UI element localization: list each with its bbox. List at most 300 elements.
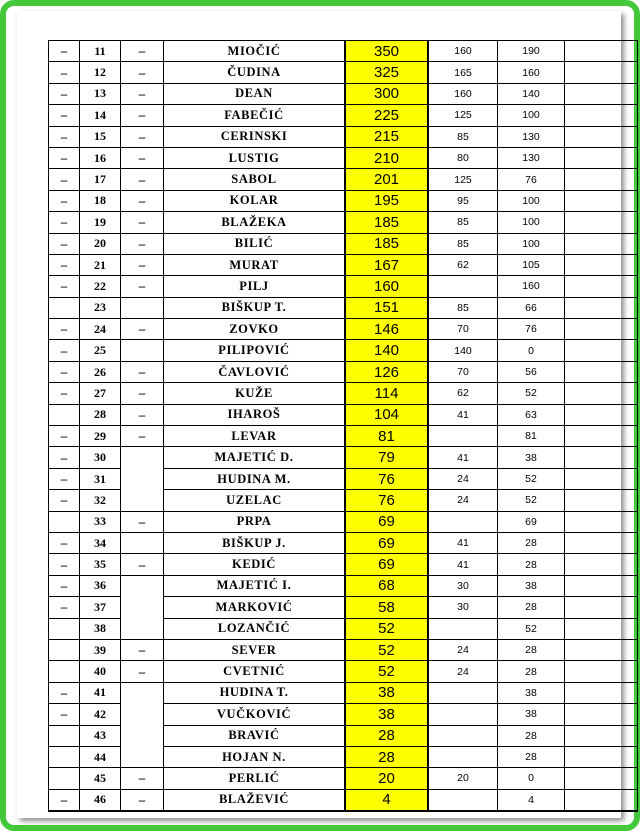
total-points-cell: 215 <box>345 126 428 147</box>
rank-marker-cell <box>49 618 80 639</box>
points-a-cell: 62 <box>428 254 498 275</box>
points-b-cell: 38 <box>498 682 565 703</box>
rank-marker-cell: – <box>49 361 80 382</box>
rank-number-cell: 34 <box>80 532 121 553</box>
points-b-cell: 28 <box>498 639 565 660</box>
points-a-cell: 70 <box>428 319 498 340</box>
table-row <box>49 661 638 682</box>
points-b-cell: 38 <box>498 704 565 725</box>
points-a-cell: 80 <box>428 147 498 168</box>
rank-marker-cell: – <box>49 532 80 553</box>
total-points-cell: 195 <box>345 190 428 211</box>
points-a-cell: 30 <box>428 597 498 618</box>
table-row <box>49 511 638 532</box>
change-marker-cell: – <box>121 404 164 425</box>
points-b-cell: 28 <box>498 661 565 682</box>
rank-number-cell: 37 <box>80 597 121 618</box>
player-name-cell: LUSTIG <box>164 147 346 168</box>
empty-cell <box>565 340 638 361</box>
rank-number-cell: 42 <box>80 704 121 725</box>
empty-cell <box>565 447 638 468</box>
rank-number-cell: 23 <box>80 297 121 318</box>
empty-cell <box>565 511 638 532</box>
rank-marker-cell: – <box>49 789 80 811</box>
player-name-cell: ČAVLOVIĆ <box>164 361 346 382</box>
table-row <box>49 490 638 511</box>
rank-marker-cell: – <box>49 682 80 703</box>
rank-number-cell: 43 <box>80 725 121 746</box>
empty-cell <box>565 383 638 404</box>
table-row <box>49 447 638 468</box>
total-points-cell: 81 <box>345 426 428 447</box>
points-a-cell: 85 <box>428 212 498 233</box>
empty-cell <box>565 404 638 425</box>
points-b-cell: 69 <box>498 511 565 532</box>
total-points-cell: 167 <box>345 254 428 275</box>
points-b-cell: 28 <box>498 597 565 618</box>
change-marker-cell <box>121 340 164 361</box>
change-marker-cell: – <box>121 62 164 83</box>
points-b-cell: 130 <box>498 126 565 147</box>
rank-marker-cell: – <box>49 212 80 233</box>
rank-marker-cell: – <box>49 383 80 404</box>
rank-marker-cell: – <box>49 233 80 254</box>
points-b-cell: 63 <box>498 404 565 425</box>
rank-marker-cell: – <box>49 597 80 618</box>
rank-marker-cell: – <box>49 105 80 126</box>
rank-number-cell: 20 <box>80 233 121 254</box>
rank-number-cell: 35 <box>80 554 121 575</box>
player-name-cell: BRAVIĆ <box>164 725 346 746</box>
rank-marker-cell <box>49 661 80 682</box>
rank-number-cell: 30 <box>80 447 121 468</box>
change-marker-cell: – <box>121 147 164 168</box>
change-marker-cell: – <box>121 639 164 660</box>
change-marker-cell: – <box>121 361 164 382</box>
points-b-cell: 130 <box>498 147 565 168</box>
points-a-cell: 125 <box>428 105 498 126</box>
rank-number-cell: 31 <box>80 468 121 489</box>
player-name-cell: CERINSKI <box>164 126 346 147</box>
points-a-cell <box>428 789 498 811</box>
rank-marker-cell: – <box>49 447 80 468</box>
empty-cell <box>565 639 638 660</box>
points-b-cell: 52 <box>498 468 565 489</box>
total-points-cell: 210 <box>345 147 428 168</box>
total-points-cell: 52 <box>345 618 428 639</box>
rank-number-cell: 25 <box>80 340 121 361</box>
table-row <box>49 704 638 725</box>
rank-number-cell: 14 <box>80 105 121 126</box>
table-row <box>49 169 638 190</box>
table-row <box>49 426 638 447</box>
empty-cell <box>565 254 638 275</box>
rank-marker-cell: – <box>49 126 80 147</box>
points-a-cell: 41 <box>428 447 498 468</box>
rank-marker-cell: – <box>49 426 80 447</box>
points-a-cell: 95 <box>428 190 498 211</box>
table-row <box>49 233 638 254</box>
table-row <box>49 554 638 575</box>
change-marker-cell <box>121 704 164 725</box>
points-a-cell: 41 <box>428 532 498 553</box>
points-b-cell: 100 <box>498 212 565 233</box>
points-a-cell: 85 <box>428 297 498 318</box>
change-marker-cell: – <box>121 276 164 297</box>
player-name-cell: UZELAC <box>164 490 346 511</box>
table-row <box>49 212 638 233</box>
rank-number-cell: 40 <box>80 661 121 682</box>
rank-marker-cell: – <box>49 554 80 575</box>
empty-cell <box>565 276 638 297</box>
change-marker-cell: – <box>121 169 164 190</box>
empty-cell <box>565 618 638 639</box>
player-name-cell: LOZANČIĆ <box>164 618 346 639</box>
points-b-cell: 56 <box>498 361 565 382</box>
rank-marker-cell <box>49 725 80 746</box>
player-name-cell: MARKOVIĆ <box>164 597 346 618</box>
points-a-cell: 20 <box>428 768 498 789</box>
total-points-cell: 146 <box>345 319 428 340</box>
player-name-cell: FABEČIĆ <box>164 105 346 126</box>
table-row <box>49 126 638 147</box>
points-b-cell: 140 <box>498 83 565 104</box>
total-points-cell: 38 <box>345 704 428 725</box>
total-points-cell: 151 <box>345 297 428 318</box>
table-row <box>49 62 638 83</box>
score-sheet <box>17 11 621 818</box>
total-points-cell: 185 <box>345 233 428 254</box>
change-marker-cell <box>121 532 164 553</box>
points-a-cell: 160 <box>428 41 498 62</box>
total-points-cell: 76 <box>345 468 428 489</box>
rank-marker-cell: – <box>49 169 80 190</box>
total-points-cell: 350 <box>345 41 428 62</box>
rank-marker-cell <box>49 639 80 660</box>
total-points-cell: 52 <box>345 661 428 682</box>
points-a-cell <box>428 276 498 297</box>
rank-number-cell: 44 <box>80 746 121 767</box>
empty-cell <box>565 532 638 553</box>
table-row <box>49 639 638 660</box>
change-marker-cell <box>121 447 164 468</box>
player-name-cell: DEAN <box>164 83 346 104</box>
total-points-cell: 76 <box>345 490 428 511</box>
points-a-cell: 24 <box>428 639 498 660</box>
total-points-cell: 126 <box>345 361 428 382</box>
total-points-cell: 325 <box>345 62 428 83</box>
empty-cell <box>565 490 638 511</box>
rank-marker-cell: – <box>49 490 80 511</box>
rank-marker-cell <box>49 297 80 318</box>
rank-marker-cell <box>49 404 80 425</box>
points-b-cell: 52 <box>498 490 565 511</box>
rank-number-cell: 41 <box>80 682 121 703</box>
change-marker-cell: – <box>121 511 164 532</box>
points-a-cell: 24 <box>428 490 498 511</box>
change-marker-cell <box>121 746 164 767</box>
points-b-cell: 190 <box>498 41 565 62</box>
rank-number-cell: 45 <box>80 768 121 789</box>
table-row <box>49 532 638 553</box>
table-row <box>49 575 638 596</box>
empty-cell <box>565 597 638 618</box>
change-marker-cell: – <box>121 661 164 682</box>
table-row <box>49 789 638 811</box>
player-name-cell: IHAROŠ <box>164 404 346 425</box>
player-name-cell: ČUDINA <box>164 62 346 83</box>
player-name-cell: MIOČIĆ <box>164 41 346 62</box>
points-b-cell: 4 <box>498 789 565 811</box>
rank-number-cell: 36 <box>80 575 121 596</box>
rank-marker-cell: – <box>49 276 80 297</box>
empty-cell <box>565 190 638 211</box>
player-name-cell: BIŠKUP J. <box>164 532 346 553</box>
points-a-cell <box>428 682 498 703</box>
points-a-cell: 125 <box>428 169 498 190</box>
rank-number-cell: 29 <box>80 426 121 447</box>
total-points-cell: 114 <box>345 383 428 404</box>
player-name-cell: MAJETIĆ D. <box>164 447 346 468</box>
points-a-cell <box>428 511 498 532</box>
empty-cell <box>565 147 638 168</box>
points-b-cell: 100 <box>498 233 565 254</box>
rank-number-cell: 15 <box>80 126 121 147</box>
points-b-cell: 38 <box>498 575 565 596</box>
points-a-cell: 41 <box>428 404 498 425</box>
points-a-cell <box>428 426 498 447</box>
total-points-cell: 69 <box>345 511 428 532</box>
table-row <box>49 276 638 297</box>
rank-marker-cell: – <box>49 340 80 361</box>
total-points-cell: 104 <box>345 404 428 425</box>
rank-number-cell: 24 <box>80 319 121 340</box>
rank-marker-cell <box>49 768 80 789</box>
change-marker-cell <box>121 490 164 511</box>
rank-number-cell: 46 <box>80 789 121 811</box>
table-row <box>49 361 638 382</box>
empty-cell <box>565 169 638 190</box>
player-name-cell: ZOVKO <box>164 319 346 340</box>
empty-cell <box>565 725 638 746</box>
table-row <box>49 404 638 425</box>
total-points-cell: 28 <box>345 725 428 746</box>
points-a-cell: 62 <box>428 383 498 404</box>
points-b-cell: 0 <box>498 768 565 789</box>
change-marker-cell: – <box>121 105 164 126</box>
player-name-cell: BIŠKUP T. <box>164 297 346 318</box>
total-points-cell: 140 <box>345 340 428 361</box>
empty-cell <box>565 426 638 447</box>
rank-marker-cell <box>49 511 80 532</box>
change-marker-cell: – <box>121 319 164 340</box>
empty-cell <box>565 212 638 233</box>
player-name-cell: HUDINA T. <box>164 682 346 703</box>
rank-number-cell: 38 <box>80 618 121 639</box>
empty-cell <box>565 41 638 62</box>
player-name-cell: PILJ <box>164 276 346 297</box>
rank-number-cell: 17 <box>80 169 121 190</box>
total-points-cell: 68 <box>345 575 428 596</box>
rank-number-cell: 19 <box>80 212 121 233</box>
empty-cell <box>565 682 638 703</box>
points-a-cell: 70 <box>428 361 498 382</box>
total-points-cell: 69 <box>345 554 428 575</box>
rank-number-cell: 32 <box>80 490 121 511</box>
change-marker-cell: – <box>121 212 164 233</box>
points-b-cell: 28 <box>498 532 565 553</box>
points-a-cell: 85 <box>428 126 498 147</box>
change-marker-cell <box>121 468 164 489</box>
points-b-cell: 0 <box>498 340 565 361</box>
rank-number-cell: 27 <box>80 383 121 404</box>
table-row <box>49 254 638 275</box>
player-name-cell: HUDINA M. <box>164 468 346 489</box>
rank-number-cell: 11 <box>80 41 121 62</box>
points-b-cell: 66 <box>498 297 565 318</box>
points-a-cell <box>428 746 498 767</box>
empty-cell <box>565 105 638 126</box>
rank-number-cell: 26 <box>80 361 121 382</box>
player-name-cell: HOJAN N. <box>164 746 346 767</box>
table-row <box>49 768 638 789</box>
points-a-cell: 24 <box>428 468 498 489</box>
table-row <box>49 83 638 104</box>
rank-marker-cell: – <box>49 41 80 62</box>
total-points-cell: 300 <box>345 83 428 104</box>
rank-number-cell: 22 <box>80 276 121 297</box>
points-b-cell: 105 <box>498 254 565 275</box>
table-row <box>49 746 638 767</box>
change-marker-cell: – <box>121 383 164 404</box>
change-marker-cell: – <box>121 126 164 147</box>
points-b-cell: 52 <box>498 618 565 639</box>
points-a-cell: 160 <box>428 83 498 104</box>
ranking-table <box>48 40 638 812</box>
points-b-cell: 76 <box>498 169 565 190</box>
rank-marker-cell: – <box>49 254 80 275</box>
player-name-cell: LEVAR <box>164 426 346 447</box>
points-a-cell: 41 <box>428 554 498 575</box>
table-row <box>49 618 638 639</box>
rank-marker-cell: – <box>49 704 80 725</box>
rank-marker-cell: – <box>49 468 80 489</box>
empty-cell <box>565 768 638 789</box>
table-row <box>49 319 638 340</box>
player-name-cell: BLAŽEKA <box>164 212 346 233</box>
ranking-table-body <box>49 41 638 812</box>
rank-marker-cell: – <box>49 319 80 340</box>
empty-cell <box>565 554 638 575</box>
player-name-cell: MAJETIĆ I. <box>164 575 346 596</box>
change-marker-cell <box>121 618 164 639</box>
total-points-cell: 52 <box>345 639 428 660</box>
player-name-cell: PERLIĆ <box>164 768 346 789</box>
total-points-cell: 185 <box>345 212 428 233</box>
rank-number-cell: 12 <box>80 62 121 83</box>
player-name-cell: PRPA <box>164 511 346 532</box>
player-name-cell: PILIPOVIĆ <box>164 340 346 361</box>
points-a-cell <box>428 725 498 746</box>
total-points-cell: 201 <box>345 169 428 190</box>
player-name-cell: KUŽE <box>164 383 346 404</box>
change-marker-cell: – <box>121 789 164 811</box>
total-points-cell: 69 <box>345 532 428 553</box>
points-b-cell: 160 <box>498 276 565 297</box>
empty-cell <box>565 297 638 318</box>
empty-cell <box>565 62 638 83</box>
table-row <box>49 190 638 211</box>
rank-number-cell: 28 <box>80 404 121 425</box>
player-name-cell: BLAŽEVIĆ <box>164 789 346 811</box>
points-b-cell: 100 <box>498 190 565 211</box>
change-marker-cell: – <box>121 233 164 254</box>
rank-number-cell: 33 <box>80 511 121 532</box>
total-points-cell: 160 <box>345 276 428 297</box>
total-points-cell: 79 <box>345 447 428 468</box>
player-name-cell: CVETNIĆ <box>164 661 346 682</box>
points-a-cell: 165 <box>428 62 498 83</box>
player-name-cell: BILIĆ <box>164 233 346 254</box>
table-row <box>49 41 638 62</box>
change-marker-cell <box>121 597 164 618</box>
table-row <box>49 383 638 404</box>
rank-marker-cell: – <box>49 575 80 596</box>
player-name-cell: SEVER <box>164 639 346 660</box>
change-marker-cell: – <box>121 426 164 447</box>
total-points-cell: 20 <box>345 768 428 789</box>
points-b-cell: 81 <box>498 426 565 447</box>
empty-cell <box>565 789 638 811</box>
table-row <box>49 468 638 489</box>
points-a-cell: 24 <box>428 661 498 682</box>
table-row <box>49 682 638 703</box>
rank-marker-cell: – <box>49 147 80 168</box>
table-row <box>49 340 638 361</box>
change-marker-cell: – <box>121 254 164 275</box>
empty-cell <box>565 233 638 254</box>
empty-cell <box>565 575 638 596</box>
change-marker-cell: – <box>121 768 164 789</box>
change-marker-cell <box>121 682 164 703</box>
table-row <box>49 297 638 318</box>
change-marker-cell: – <box>121 554 164 575</box>
rank-number-cell: 18 <box>80 190 121 211</box>
empty-cell <box>565 319 638 340</box>
table-row <box>49 725 638 746</box>
points-a-cell: 85 <box>428 233 498 254</box>
empty-cell <box>565 746 638 767</box>
player-name-cell: KOLAR <box>164 190 346 211</box>
change-marker-cell <box>121 725 164 746</box>
points-b-cell: 28 <box>498 725 565 746</box>
points-b-cell: 38 <box>498 447 565 468</box>
points-b-cell: 28 <box>498 746 565 767</box>
points-b-cell: 160 <box>498 62 565 83</box>
points-b-cell: 52 <box>498 383 565 404</box>
points-a-cell <box>428 618 498 639</box>
rank-number-cell: 16 <box>80 147 121 168</box>
total-points-cell: 225 <box>345 105 428 126</box>
player-name-cell: KEDIĆ <box>164 554 346 575</box>
rank-marker-cell: – <box>49 190 80 211</box>
player-name-cell: MURAT <box>164 254 346 275</box>
change-marker-cell: – <box>121 83 164 104</box>
points-b-cell: 76 <box>498 319 565 340</box>
change-marker-cell: – <box>121 41 164 62</box>
table-row <box>49 147 638 168</box>
table-row <box>49 105 638 126</box>
